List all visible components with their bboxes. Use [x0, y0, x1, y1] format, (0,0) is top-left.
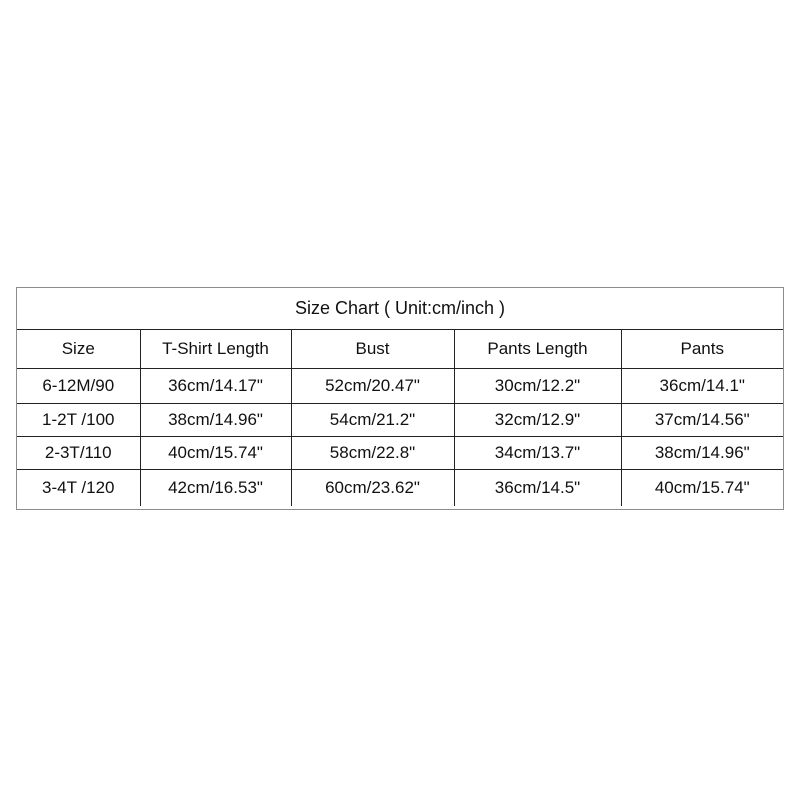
column-header-tshirt-length: T-Shirt Length: [140, 330, 291, 369]
cell-bust: 60cm/23.62": [291, 470, 454, 507]
size-chart-title: Size Chart ( Unit:cm/inch ): [294, 298, 506, 318]
cell-pants-length: 30cm/12.2": [454, 369, 621, 404]
cell-tshirt-length: 42cm/16.53": [140, 470, 291, 507]
column-header-pants-length: Pants Length: [454, 330, 621, 369]
cell-pants-length: 34cm/13.7": [454, 437, 621, 470]
size-table: [17, 329, 783, 506]
cell-size: 2-3T/110: [17, 437, 140, 470]
cell-pants: 37cm/14.56": [621, 404, 783, 437]
cell-size: 1-2T /100: [17, 404, 140, 437]
cell-tshirt-length: 38cm/14.96": [140, 404, 291, 437]
table-row: [17, 369, 783, 404]
cell-size: 6-12M/90: [17, 369, 140, 404]
table-header-row: [17, 330, 783, 369]
size-chart: [16, 287, 784, 510]
cell-tshirt-length: 36cm/14.17": [140, 369, 291, 404]
table-row: [17, 404, 783, 437]
table-row: [17, 470, 783, 507]
cell-bust: 52cm/20.47": [291, 369, 454, 404]
cell-pants: 36cm/14.1": [621, 369, 783, 404]
cell-bust: 58cm/22.8": [291, 437, 454, 470]
column-header-size: Size: [17, 330, 140, 369]
cell-pants-length: 36cm/14.5": [454, 470, 621, 507]
cell-size: 3-4T /120: [17, 470, 140, 507]
table-row: [17, 437, 783, 470]
cell-pants: 40cm/15.74": [621, 470, 783, 507]
cell-tshirt-length: 40cm/15.74": [140, 437, 291, 470]
cell-pants: 38cm/14.96": [621, 437, 783, 470]
cell-pants-length: 32cm/12.9": [454, 404, 621, 437]
column-header-pants: Pants: [621, 330, 783, 369]
cell-bust: 54cm/21.2": [291, 404, 454, 437]
column-header-bust: Bust: [291, 330, 454, 369]
